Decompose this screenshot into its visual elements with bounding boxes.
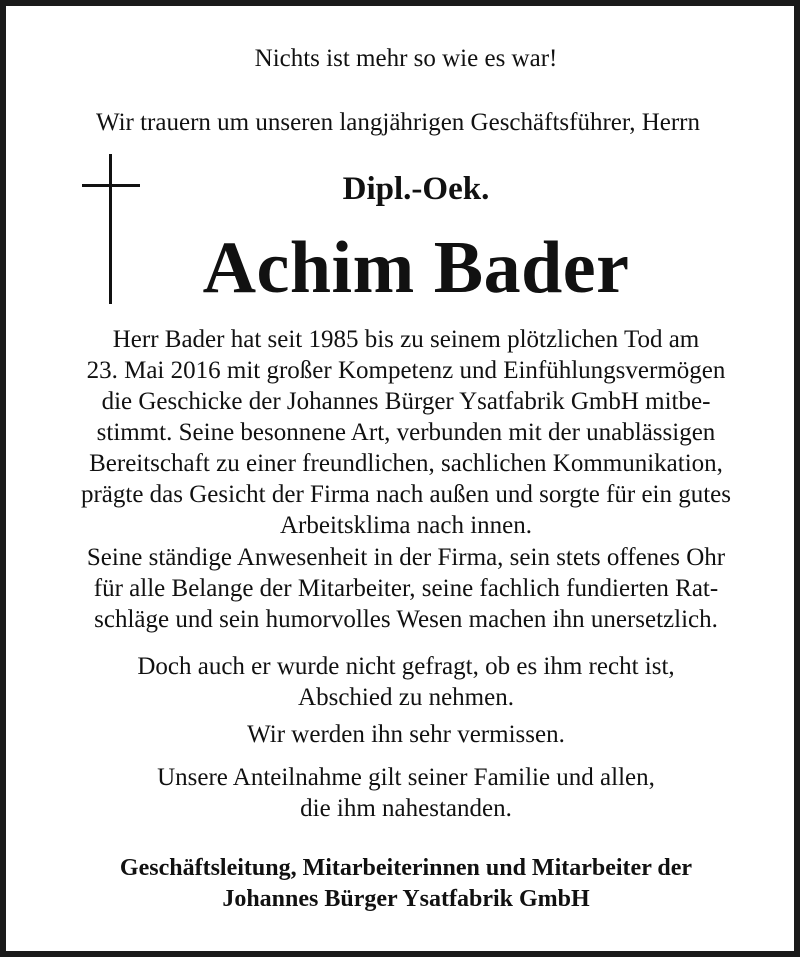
biography-line: Herr Bader hat seit 1985 bis zu seinem plötzlichen Tod am	[112, 326, 700, 353]
biography-line: die Geschicke der Johannes Bürger Ysatfabrik GmbH mitbe-	[101, 388, 711, 415]
biography-line: prägte das Gesicht der Firma nach außen und sorgte für ein gutes	[80, 481, 732, 508]
biography-line: Bereitschaft zu einer freundlichen, sachlichen Kommunikation,	[89, 450, 723, 477]
presence-line: schläge und sein humorvolles Wesen machen ihn unersetzlich.	[94, 606, 718, 633]
farewell-paragraph	[6, 651, 800, 713]
miss-line: Wir werden ihn sehr vermissen.	[247, 721, 565, 748]
miss-paragraph	[6, 719, 800, 750]
cross-vertical-bar	[109, 154, 112, 304]
presence-line: für alle Belange der Mitarbeiter, seine fachlich fundierten Rat-	[93, 575, 719, 602]
sympathy-line: die ihm nahestanden.	[300, 795, 512, 822]
deceased-name: Achim Bader	[202, 227, 630, 309]
signature-block	[6, 853, 800, 915]
farewell-line: Doch auch er wurde nicht gefragt, ob es ihm recht ist,	[137, 653, 675, 680]
presence-paragraph	[6, 542, 800, 635]
biography-paragraph	[6, 324, 800, 541]
biography-line: Arbeitsklima nach innen.	[279, 512, 532, 539]
signature-line: Geschäftsleitung, Mitarbeiterinnen und Mitarbeiter der	[119, 855, 693, 881]
presence-line: Seine ständige Anwesenheit in der Firma, sein stets offenes Ohr	[86, 544, 726, 571]
sympathy-paragraph	[6, 762, 800, 824]
biography-line: stimmt. Seine besonnene Art, verbunden mit der unablässigen	[96, 419, 716, 446]
signature-line: Johannes Bürger Ysatfabrik GmbH	[222, 886, 590, 912]
biography-line: 23. Mai 2016 mit großer Kompetenz und Einfühlungsvermögen	[86, 357, 726, 384]
farewell-line: Abschied zu nehmen.	[298, 684, 514, 711]
intro-line: Wir trauern um unseren langjährigen Geschäftsführer, Herrn	[96, 109, 700, 136]
academic-title: Dipl.-Oek.	[342, 171, 490, 207]
motto-line: Nichts ist mehr so wie es war!	[254, 45, 558, 72]
sympathy-line: Unsere Anteilnahme gilt seiner Familie und allen,	[157, 764, 655, 791]
